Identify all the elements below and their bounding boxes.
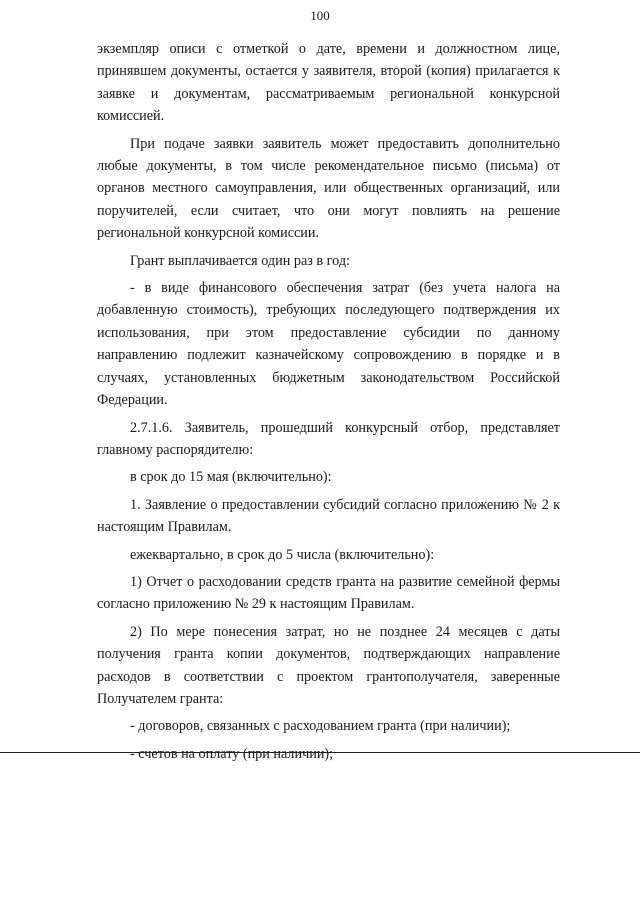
paragraph-section-2-7-1-6: 2.7.1.6. Заявитель, прошедший конкурсный отбор, представляет главному распорядителю: <box>97 419 560 458</box>
document-body <box>97 38 560 770</box>
paragraph-additional-documents: При подаче заявки заявитель может предоставить дополнительно любые документы, в том числе рекомендательное письмо (письма) от органов местного самоуправления, или общественных организаций, или поручителей, если считает, что они могут повлиять на решение региональной конкурсной комиссии. <box>97 135 560 242</box>
paragraph-report-item: 1) Отчет о расходовании средств гранта на развитие семейной фермы согласно приложению № 29 к настоящим Правилам. <box>97 573 560 613</box>
paragraph-quarterly: ежеквартально, в срок до 5 числа (включительно): <box>130 546 435 563</box>
paragraph-deadline-may: в срок до 15 мая (включительно): <box>130 469 332 486</box>
list-item-invoices: - счетов на оплату (при наличии); <box>130 745 334 762</box>
paragraph-expense-documents: 2) По мере понесения затрат, но не позднее 24 месяцев с даты получения гранта копии документов, подтверждающих направление расходов в соответствии с проектом грантополучателя, заверенные Получателем гранта: <box>97 623 560 707</box>
paragraph-continuation: экземпляр описи с отметкой о дате, времени и должностном лице, принявшем документы, остается у заявителя, второй (копия) прилагается к заявке и документам, рассматриваемым региональной конкурсной комиссией. <box>97 41 560 125</box>
page-number: 100 <box>310 8 330 23</box>
paragraph-application-item: 1. Заявление о предоставлении субсидий согласно приложению № 2 к настоящим Правилам. <box>97 496 560 536</box>
list-item-contracts: - договоров, связанных с расходованием гранта (при наличии); <box>130 718 511 735</box>
paragraph-financial-support: - в виде финансового обеспечения затрат (без учета налога на добавленную стоимость), требующих последующего подтверждения их использования, при этом предоставление субсидии по данному направлению подлежит казначейскому сопровождению в порядке и в случаях, установленных бюджетным законодательством Российской Федерации. <box>97 280 560 409</box>
paragraph-grant-payment: Грант выплачивается один раз в год: <box>130 252 350 269</box>
footer-divider <box>0 752 640 753</box>
